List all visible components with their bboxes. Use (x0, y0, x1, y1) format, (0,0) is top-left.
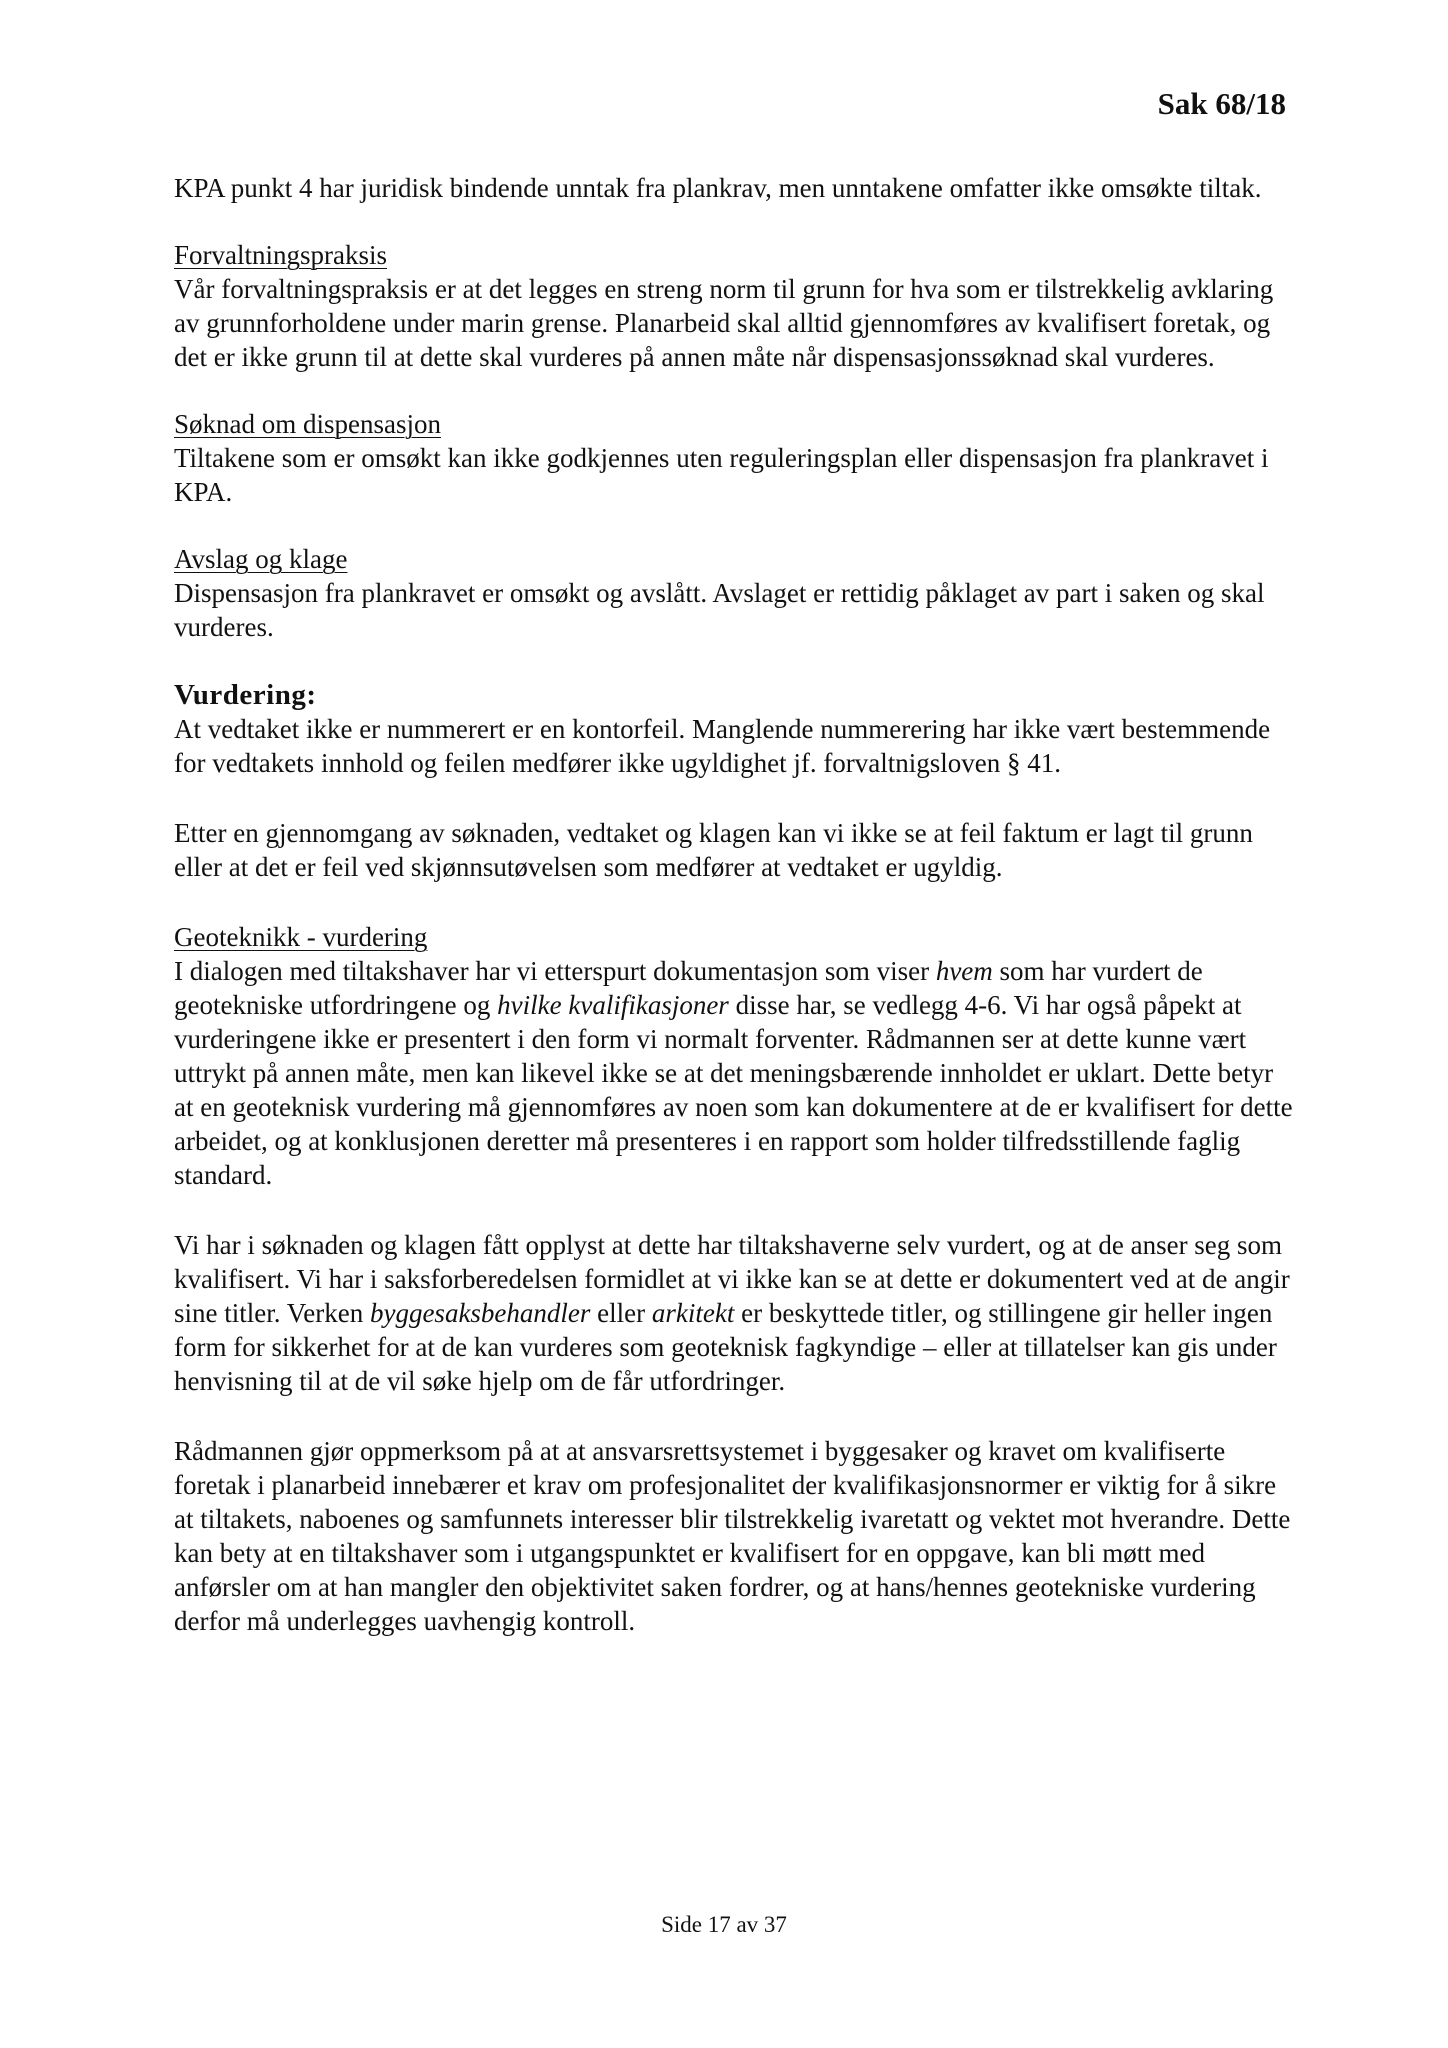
section-paragraph: At vedtaket ikke er nummerert er en kontorfeil. Manglende nummerering har ikke vært bestemmende for vedtakets innhold og feilen medfører ikke ugyldighet jf. forvaltnigsloven § 41. (174, 714, 1271, 778)
section-heading: Geoteknikk - vurdering (174, 922, 428, 952)
section-vurdering (174, 678, 1294, 884)
emphasis-text: arkitekt (651, 1298, 735, 1328)
section-avslag (174, 542, 1294, 644)
section-paragraph: Tiltakene som er omsøkt kan ikke godkjennes uten reguleringsplan eller dispensasjon fra plankravet i KPA. (174, 443, 1269, 507)
emphasis-text: byggesaksbehandler (369, 1298, 591, 1328)
text-run: disse har, se vedlegg 4-6. Vi har også påpekt at vurderingene ikke er presentert i den form vi normalt forventer. Rådmannen ser at dette kunne vært uttrykt på annen måte, men kan likevel ikke se at det meningsbærende innholdet er uklart. Dette betyr at en geoteknisk vurdering må gjennomføres av noen som kan dokumentere at de er kvalifisert for dette arbeidet, og at konklusjonen deretter må presenteres i en rapport som holder tilfredsstillende faglig standard. (174, 990, 1293, 1190)
page-number: Side 17 av 37 (661, 1912, 787, 1937)
text-run: I dialogen med tiltakshaver har vi etterspurt dokumentasjon som viser (174, 956, 936, 986)
section-paragraph: Vår forvaltningspraksis er at det legges en streng norm til grunn for hva som er tilstrekkelig avklaring av grunnforholdene under marin grense. Planarbeid skal alltid gjennomføres av kvalifisert foretak, og det er ikke grunn til at dette skal vurderes på annen måte når dispensasjonssøknad skal vurderes. (174, 274, 1274, 372)
section-geoteknikk (174, 920, 1294, 1638)
section-heading: Avslag og klage (174, 544, 348, 574)
section-soknad (174, 407, 1294, 509)
text-run: Vi har i søknaden og klagen fått opplyst at dette har tiltakshaverne selv vurdert, og at de anser seg som kvalifisert. Vi har i saksforberedelsen formidlet at vi ikke kan se at dette er dokumentert ved at de angir sine titler. Verken (174, 1230, 1290, 1328)
emphasis-text: hvilke kvalifikasjoner (497, 990, 729, 1020)
text-run: som har vurdert de geotekniske utfordringene og (174, 956, 1203, 1020)
intro-paragraph: KPA punkt 4 har juridisk bindende unntak fra plankrav, men unntakene omfatter ikke omsøkte tiltak. (174, 173, 1262, 203)
section-paragraph (174, 954, 1294, 1192)
emphasis-text: hvem (935, 956, 993, 986)
text-run: er beskyttede titler, og stillingene gir heller ingen form for sikkerhet for at de kan vurderes som geoteknisk fagkyndige – eller at tillatelser kan gis under henvisning til at de vil søke hjelp om de får utfordringer. (174, 1298, 1277, 1396)
section-paragraph: Rådmannen gjør oppmerksom på at at ansvarsrettsystemet i byggesaker og kravet om kvalifiserte foretak i planarbeid innebærer et krav om profesjonalitet der kvalifikasjonsnormer er viktig for å sikre at tiltakets, naboenes og samfunnets interesser blir tilstrekkelig ivaretatt og vektet mot hverandre. Dette kan bety at en tiltakshaver som i utgangspunktet er kvalifisert for en oppgave, kan bli møtt med anførsler om at han mangler den objektivitet saken fordrer, og at hans/hennes geotekniske vurdering derfor må underlegges uavhengig kontroll. (174, 1436, 1291, 1636)
section-heading: Forvaltningspraksis (174, 240, 387, 270)
section-heading-bold: Vurdering: (174, 679, 317, 711)
text-run: eller (590, 1298, 652, 1328)
section-paragraph: Etter en gjennomgang av søknaden, vedtaket og klagen kan vi ikke se at feil faktum er lagt til grunn eller at det er feil ved skjønnsutøvelsen som medfører at vedtaket er ugyldig. (174, 818, 1253, 882)
case-reference: Sak 68/18 (1157, 86, 1286, 121)
section-paragraph: Dispensasjon fra plankravet er omsøkt og avslått. Avslaget er rettidig påklaget av part i saken og skal vurderes. (174, 578, 1265, 642)
document-body (174, 171, 1294, 1638)
section-heading: Søknad om dispensasjon (174, 409, 441, 439)
section-paragraph (174, 1228, 1294, 1398)
section-forvaltningspraksis (174, 238, 1294, 374)
